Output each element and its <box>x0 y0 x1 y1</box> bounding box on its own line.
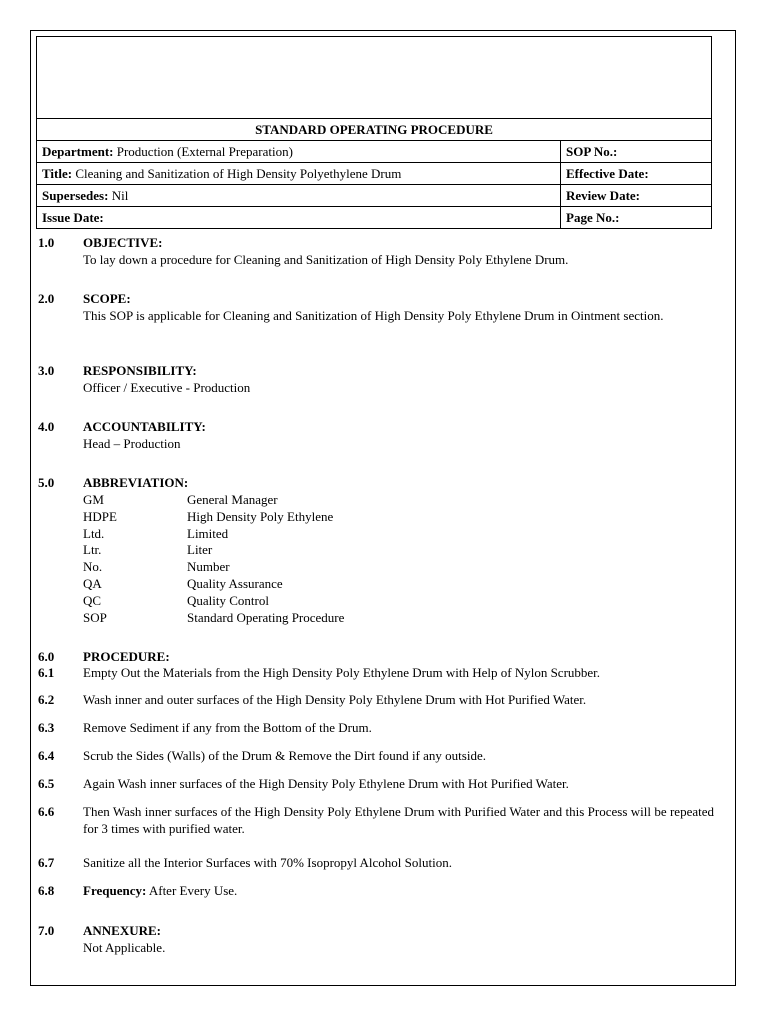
issue-date-cell <box>37 207 561 229</box>
abbreviation-desc: Number <box>187 559 230 575</box>
section-heading: SCOPE: <box>83 291 131 306</box>
section-responsibility <box>38 362 714 402</box>
department-value: Production (External Preparation) <box>113 144 293 159</box>
step-number: 6.1 <box>38 665 55 680</box>
sop-no-label: SOP No.: <box>566 144 618 159</box>
section-text: Not Applicable. <box>83 940 166 955</box>
procedure-step <box>38 719 714 736</box>
abbreviation-desc: General Manager <box>187 492 278 507</box>
title-value: Cleaning and Sanitization of High Density Polyethylene Drum <box>72 166 402 181</box>
sop-no-cell <box>561 141 712 163</box>
section-number: 7.0 <box>38 923 55 938</box>
review-date-cell <box>561 185 712 207</box>
abbreviation-desc: Liter <box>187 542 213 558</box>
step-number: 6.8 <box>38 883 55 898</box>
step-number: 6.5 <box>38 776 55 791</box>
section-heading: ANNEXURE: <box>83 923 161 938</box>
sop-header-table <box>36 36 712 229</box>
abbreviation-desc: Limited <box>187 525 229 541</box>
procedure-step <box>38 882 714 899</box>
effective-date-label: Effective Date: <box>566 166 649 181</box>
step-label: Frequency: <box>83 883 147 898</box>
step-text: Then Wash inner surfaces of the High Density Poly Ethylene Drum with Purified Water and this Process will be repeated for 3 times with purified water. <box>83 804 714 836</box>
section-text: To lay down a procedure for Cleaning and Sanitization of High Density Poly Ethylene Drum. <box>83 252 569 267</box>
step-text <box>83 882 714 899</box>
section-text: Head – Production <box>83 436 181 451</box>
abbreviation-desc: Standard Operating Procedure <box>187 609 345 625</box>
abbreviation-desc: Quality Assurance <box>187 575 283 591</box>
procedure-step <box>38 691 714 708</box>
step-number: 6.3 <box>38 720 55 735</box>
step-number: 6.2 <box>38 692 55 707</box>
section-abbreviation <box>38 474 714 634</box>
section-heading: ABBREVIATION: <box>83 475 189 490</box>
department-label: Department: <box>42 144 114 159</box>
procedure-step <box>38 803 714 837</box>
abbreviation-row <box>83 541 483 558</box>
abbreviation-row <box>83 609 483 626</box>
section-heading: PROCEDURE: <box>83 649 170 664</box>
page-no-label: Page No.: <box>566 210 620 225</box>
effective-date-cell <box>561 163 712 185</box>
procedure-step <box>38 664 714 681</box>
section-number: 5.0 <box>38 475 55 490</box>
abbreviation-row <box>83 525 483 542</box>
section-procedure <box>38 648 714 665</box>
step-number: 6.4 <box>38 748 55 763</box>
section-number: 6.0 <box>38 649 55 664</box>
abbreviation-desc: Quality Control <box>187 592 269 608</box>
section-number: 4.0 <box>38 419 55 434</box>
section-number: 3.0 <box>38 363 55 378</box>
step-text: Remove Sediment if any from the Bottom of the Drum. <box>83 720 372 735</box>
section-scope <box>38 290 714 346</box>
abbreviation-row <box>83 575 483 592</box>
step-text: Empty Out the Materials from the High Density Poly Ethylene Drum with Help of Nylon Scrubber. <box>83 665 601 680</box>
issue-date-label: Issue Date: <box>42 210 104 225</box>
section-heading: OBJECTIVE: <box>83 235 163 250</box>
step-number: 6.6 <box>38 804 55 819</box>
abbreviation-row <box>83 558 483 575</box>
step-value: After Every Use. <box>146 883 238 898</box>
abbreviation-desc: High Density Poly Ethylene <box>187 508 334 524</box>
document-title: STANDARD OPERATING PROCEDURE <box>37 119 712 141</box>
supersedes-label: Supersedes: <box>42 188 109 203</box>
abbreviation-code: No. <box>83 559 103 575</box>
abbreviation-row <box>83 592 483 609</box>
abbreviation-list <box>83 491 483 625</box>
abbreviation-code: SOP <box>83 609 107 625</box>
logo-area <box>37 37 712 119</box>
page-no-cell <box>561 207 712 229</box>
section-text: This SOP is applicable for Cleaning and Sanitization of High Density Poly Ethylene Drum in Ointment section. <box>83 308 664 323</box>
procedure-step <box>38 747 714 764</box>
step-number: 6.7 <box>38 855 55 870</box>
step-text: Again Wash inner surfaces of the High Density Poly Ethylene Drum with Hot Purified Water. <box>83 776 569 791</box>
abbreviation-code: HDPE <box>83 508 117 524</box>
section-objective <box>38 234 714 274</box>
title-cell <box>37 163 561 185</box>
abbreviation-code: GM <box>83 492 104 507</box>
abbreviation-code: Ltd. <box>83 525 105 541</box>
step-text: Wash inner and outer surfaces of the High Density Poly Ethylene Drum with Hot Purified Water. <box>83 692 587 707</box>
supersedes-value: Nil <box>108 188 129 203</box>
procedure-step <box>38 854 714 871</box>
section-number: 2.0 <box>38 291 55 306</box>
abbreviation-code: QC <box>83 592 102 608</box>
section-heading: ACCOUNTABILITY: <box>83 419 206 434</box>
section-number: 1.0 <box>38 235 55 250</box>
title-label: Title: <box>42 166 73 181</box>
abbreviation-code: Ltr. <box>83 542 102 558</box>
section-text: Officer / Executive - Production <box>83 380 251 395</box>
abbreviation-row <box>83 491 483 508</box>
department-cell <box>37 141 561 163</box>
supersedes-cell <box>37 185 561 207</box>
procedure-step <box>38 775 714 792</box>
review-date-label: Review Date: <box>566 188 640 203</box>
section-heading: RESPONSIBILITY: <box>83 363 197 378</box>
abbreviation-row <box>83 508 483 525</box>
step-text: Sanitize all the Interior Surfaces with 70% Isopropyl Alcohol Solution. <box>83 855 452 870</box>
section-annexure <box>38 922 714 962</box>
step-text: Scrub the Sides (Walls) of the Drum & Remove the Dirt found if any outside. <box>83 748 486 763</box>
abbreviation-code: QA <box>83 575 102 591</box>
section-accountability <box>38 418 714 458</box>
